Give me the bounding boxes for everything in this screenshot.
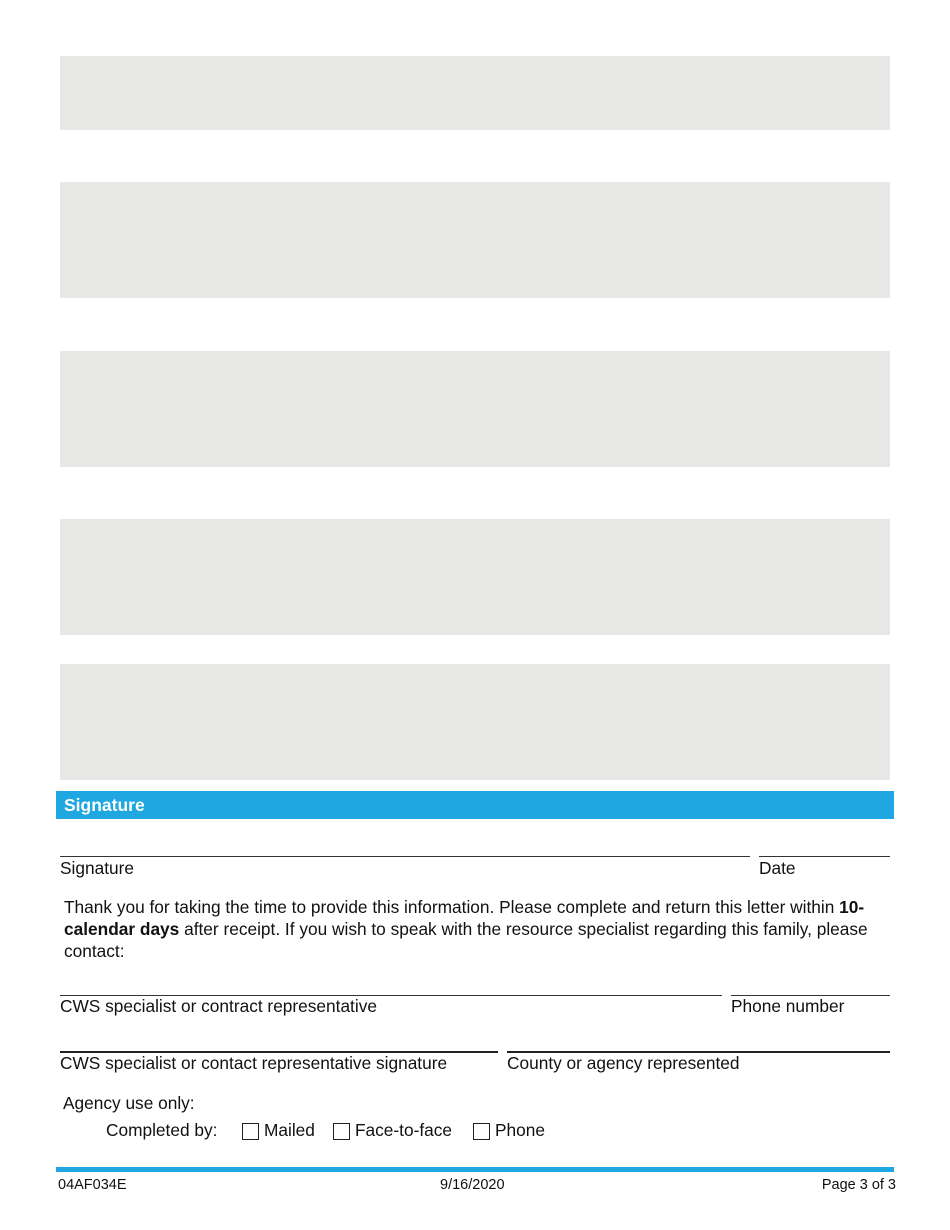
face-to-face-label: Face-to-face — [355, 1120, 453, 1140]
answer-field-12[interactable] — [60, 182, 890, 298]
thank-you-paragraph — [64, 896, 874, 962]
specialist-label: CWS specialist or contract representative — [60, 996, 377, 1016]
completed-by-label: Completed by: — [106, 1120, 218, 1140]
form-id: 04AF034E — [58, 1177, 127, 1193]
answer-field-14[interactable] — [60, 519, 890, 635]
signature-line[interactable] — [60, 856, 750, 857]
answer-field-11[interactable] — [60, 56, 890, 130]
thank-you-text-2: after receipt. If you wish to speak with the resource specialist regarding this family, please contact: — [64, 919, 868, 961]
deadline-emphasis: 10-calendar days — [64, 897, 865, 939]
form-date: 9/16/2020 — [440, 1177, 505, 1193]
answer-field-15[interactable] — [60, 664, 890, 780]
answer-field-13[interactable] — [60, 351, 890, 467]
thank-you-text-1: Thank you for taking the time to provide this information. Please complete and return this letter within — [64, 897, 840, 917]
footer-divider — [56, 1167, 894, 1172]
county-agency-label: County or agency represented — [507, 1053, 740, 1073]
specialist-signature-label: CWS specialist or contact representative signature — [60, 1053, 448, 1073]
mailed-label: Mailed — [264, 1120, 315, 1140]
section-title: Signature — [64, 795, 145, 815]
phone-checkbox[interactable] — [473, 1123, 490, 1140]
date-label: Date — [759, 858, 796, 878]
agency-use-heading: Agency use only: — [63, 1093, 195, 1113]
signature-label: Signature — [60, 858, 134, 878]
mailed-checkbox[interactable] — [242, 1123, 259, 1140]
phone-label: Phone — [495, 1120, 545, 1140]
phone-number-label: Phone number — [731, 996, 845, 1016]
face-to-face-checkbox[interactable] — [333, 1123, 350, 1140]
page-number: Page 3 of 3 — [821, 1177, 896, 1193]
signature-section-header — [56, 791, 894, 819]
